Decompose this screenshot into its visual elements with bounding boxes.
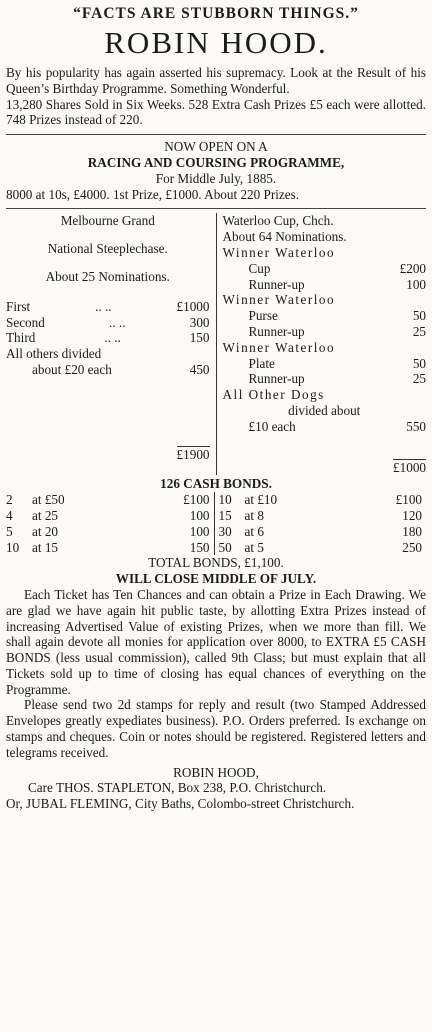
prize-row: Runner-up 100: [248, 276, 426, 292]
close-title: WILL CLOSE MIDDLE OF JULY.: [115, 571, 317, 587]
prize-row: First .. .. £1000: [6, 298, 210, 314]
right-prize-column: [216, 213, 427, 475]
prize-row: £10 each 550: [248, 418, 426, 434]
prize-row: Runner-up 25: [248, 371, 426, 387]
prize-row: Purse 50: [248, 308, 426, 324]
left-others-row: about £20 each 450: [32, 361, 210, 377]
right-total: £1000: [393, 459, 426, 475]
bonds-table: [6, 492, 426, 555]
headline-name: ROBIN HOOD.: [104, 25, 328, 60]
bonds-total: TOTAL BONDS, £1,100.: [148, 555, 284, 571]
signature-line-1: Care THOS. STAPLETON, Box 238, P.O. Christchurch.: [28, 780, 327, 796]
bond-row: 15 at 8 120: [218, 507, 422, 523]
bond-row: 2 at £50 £100: [6, 492, 210, 508]
headline-quote: “FACTS ARE STUBBORN THINGS.”: [73, 5, 359, 22]
programme-line-4: 8000 at 10s, £4000. 1st Prize, £1000. About 220 Prizes.: [6, 186, 300, 202]
intro-paragraph-1: By his popularity has again asserted his supremacy. Look at the Result of his Queen’s Birthday Programme. Something Wonderful.: [6, 65, 426, 96]
bond-row: 10 at £10 £100: [218, 492, 422, 508]
programme-line-3: For Middle July, 1885.: [155, 170, 277, 186]
left-event-2: National Steeplechase.: [47, 241, 168, 257]
right-winner-plate-title: Winner Waterloo: [222, 339, 336, 355]
right-dogs-line-1: All Other Dogs: [222, 387, 325, 403]
right-dogs-line-2: divided about: [288, 402, 361, 418]
left-others-line-1: All others divided: [6, 346, 102, 362]
signature-name: ROBIN HOOD,: [173, 764, 259, 780]
bond-row: 50 at 5 250: [218, 539, 422, 555]
divider: [6, 134, 426, 135]
bonds-right: [214, 492, 427, 555]
left-nominations: About 25 Nominations.: [45, 268, 170, 284]
prize-row: Plate 50: [248, 355, 426, 371]
intro-paragraph-2: 13,280 Shares Sold in Six Weeks. 528 Extra Cash Prizes £5 each were allotted. 748 Prizes instead of 220.: [6, 96, 426, 128]
left-total-row: [6, 446, 210, 463]
bond-row: 30 at 6 180: [218, 523, 422, 539]
signature-line-2: Or, JUBAL FLEMING, City Baths, Colombo-street Christchurch.: [6, 795, 355, 811]
left-prize-list: [6, 299, 210, 378]
bond-row: 5 at 20 100: [6, 523, 210, 539]
programme-line-1: NOW OPEN ON A: [164, 139, 268, 155]
prize-columns: [6, 213, 426, 475]
right-winner-purse-title: Winner Waterloo: [222, 292, 336, 308]
divider: [6, 208, 426, 209]
prize-row: Cup £200: [248, 260, 426, 276]
close-paragraph-2: Please send two 2d stamps for reply and result (two Stamped Addressed Envelopes greatly expediates business). P.O. Orders preferred. Is exchange on stamps and cheques. Coin or notes should be registered. Registered letters and telegrams received.: [6, 697, 426, 760]
bonds-title: 126 CASH BONDS.: [160, 476, 272, 492]
left-event-1: Melbourne Grand: [60, 213, 155, 229]
prize-row: Second .. .. 300: [6, 314, 210, 330]
right-nominations: About 64 Nominations.: [222, 229, 347, 245]
right-event-1: Waterloo Cup, Chch.: [222, 213, 334, 229]
left-total: £1900: [176, 446, 210, 462]
bond-row: 10 at 15 150: [6, 539, 210, 555]
left-prize-column: [6, 213, 216, 475]
programme-line-2: RACING AND COURSING PROGRAMME,: [87, 154, 345, 170]
bond-row: 4 at 25 100: [6, 507, 210, 523]
close-paragraph-1: Each Ticket has Ten Chances and can obtain a Prize in Each Drawing. We are glad we have again hit public taste, by allotting Extra Prizes instead of increasing Advertised Value of existing Prizes, when we more than fill. We shall again devote all monies for application over 8000, to EXTRA £5 CASH BONDS (less usual commission), called 9th Class; but must explain that all Tickets sold up to time of closing has equal chances of everything on the Programme.: [6, 586, 426, 697]
right-total-row: [223, 459, 427, 476]
prize-row: Third .. .. 150: [6, 330, 210, 346]
right-winner-cup-title: Winner Waterloo: [222, 244, 336, 260]
prize-row: Runner-up 25: [248, 323, 426, 339]
bonds-left: [6, 492, 214, 555]
